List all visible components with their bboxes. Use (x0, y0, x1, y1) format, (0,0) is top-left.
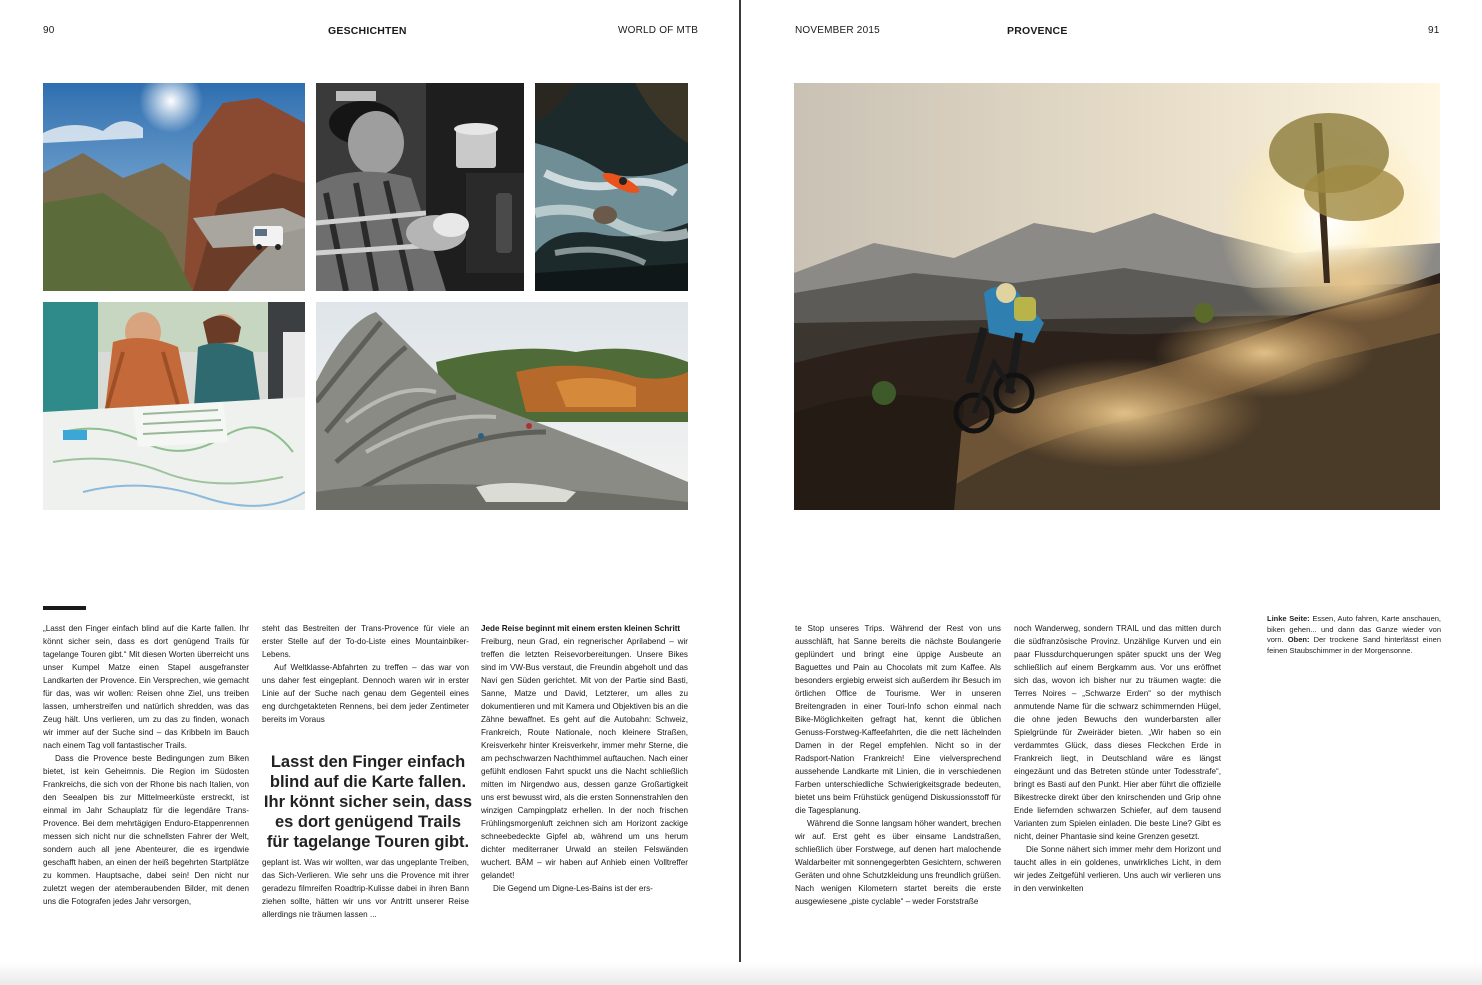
paragraph: geplant ist. Was wir wollten, war das ungeplante Treiben, das Sich-Verlieren. Wie sehr uns die Provence mit ihrer geradezu filmreifen Roadtrip-Kulisse dabei in ihren Bann ziehen sollte, hätten wir uns vor Antritt unserer Reise allerdings nie träumen lassen ... (262, 858, 469, 919)
caption-text: Der trockene Sand hinterlässt einen feinen Staubschimmer in der Morgensonne. (1267, 635, 1441, 655)
page-shadow (0, 962, 1482, 985)
paragraph: Die Gegend um Digne-Les-Bains ist der ers- (493, 884, 653, 893)
text-column-4 (795, 622, 1001, 908)
photo-hero-biker-dust (794, 83, 1440, 510)
paragraph: „Lasst den Finger einfach blind auf die Karte fallen. Ihr könnt sicher sein, dass es dort genügend Trails für tagelange Touren gibt.“ Mit diesen Worten überreicht uns unser Kumpel Matze einen Stapel ausgefranster Landkarten der Provence. Ein Versprechen, wie gemacht für das, was wir wollen: Reisen ohne Ziel, uns treiben lassen, umherstreifen und natürlich shredden, was das Zeug hält. Uns verlieren, um zu das zu finden, wonach wir immer auf der Suche sind – das Kribbeln im Bauch nach einem Tag voll fantastischer Trails. (43, 624, 249, 750)
text-column-5 (1014, 622, 1221, 895)
text-column-1 (43, 622, 249, 908)
paragraph: Dass die Provence beste Bedingungen zum Biken bietet, ist kein Geheimnis. Die Region im Südosten Frankreichs, die sich von der Rhone bis nach Italien, von den Seealpen bis zur Mittelmeerküste erstreckt, ist einmal im Jahr Schauplatz für die legendäre Trans-Provence. Bei dem mehrtägigen Enduro-Etappenrennen messen sich nicht nur die schnellsten Fahrer der Welt, sondern auch all jene Abenteurer, die es irgendwie geschafft haben, an einen der heiß begehrten Startplätze zu kommen. Hauptsache, dabei sein! Den nicht nur zuletzt wegen der atemberaubenden Bilder, mit denen uns die Fotografen jedes Jahr versorgen, (43, 754, 249, 906)
text-column-2 (262, 622, 469, 726)
photo-caption (1267, 614, 1441, 656)
paragraph: Freiburg, neun Grad, ein regnerischer Aprilabend – wir treffen die letzten Reisevorbereitungen. Unsere Bikes sind im VW-Bus verstaut, die Freundin abgeholt und das Navi gen Süden gerichtet. Mit von der Partie sind Basti, Sanne, Matze und David, Letzterer, um alles zu dokumentieren und mit Kamera und Objektiven bis an die Zähne bewaffnet. Es geht auf die Autobahn: Schweiz, Frankreich, Route Nationale, noch kleinere Straßen, Kreisverkehr hinter Kreisverkehr, immer mehr Sterne, die am pechschwarzen Nachthimmel auftauchen. Nach einer gefühlt endlosen Fahrt spuckt uns die Nacht schließlich mitten im Nirgendwo aus, dessen ganze Großartigkeit uns erst bewusst wird, als die ersten Sonnenstrahlen den winzigen Campingplatz erhellen. In der noch frischen Frühlingsmorgenluft zeichnen sich am Horizont zackige schneebedeckte Gipfel ab, während um uns herum dichter mediterraner Urwald an steilen Felswänden wuchert. BÄM – wir haben auf Anhieb einen Volltreffer gelandet! (481, 637, 688, 880)
text-column-3 (481, 622, 688, 895)
paragraph: steht das Bestreiten der Trans-Provence für viele an erster Stelle auf der To-do-Liste eines Mountainbiker-Lebens. (262, 624, 469, 659)
left-page-number: 90 (43, 25, 55, 36)
paragraph: noch Wanderweg, sondern TRAIL und das mitten durch die südfranzösische Provinz. Unzählige Kurven und ein paar Flussdurchquerungen später spuckt uns der Weg schließlich auf einem Bergkamm aus. Vor uns eröffnet sich das, wovon ich bisher nur zu träumen wagte: die Terres Noires – „Schwarze Erden“ so der mythisch anmutende Name für die schwarz schimmernden Hügel, die ohne jeden Bewuchs den wunderbarsten aller Spielgründe für Zweiräder bieten. „Wir haben so ein verdammtes Glück, dass dieses Fleckchen Erde in Frankreich liegt, in Deutschland wäre es längst eingezäunt und das Betreten stünde unter Todesstrafe“, bringt es Basti auf den Punkt. Hier aber führt die offizielle Bikestrecke direkt über den knirschenden und Grip ohne Ende liefernden schwarzen Schiefer, auf dem tausend Varianten zum Spielen einladen. Die beste Line? Gibt es nicht, deiner Phantasie sind keine Grenzen gesetzt. (1014, 624, 1221, 841)
right-page-number: 91 (1428, 25, 1440, 36)
left-section-title: GESCHICHTEN (328, 25, 407, 37)
photo-cooking-bw (316, 83, 524, 291)
magazine-title: WORLD OF MTB (618, 25, 699, 36)
caption-text: Essen, Auto fahren, Karte anschauen, biken gehen... und dann das Ganze wieder von vorn. (1267, 614, 1441, 644)
paragraph: te Stop unseres Trips. Während der Rest von uns ausschläft, hat Sanne bereits die nächste Boulangerie geplündert und bringt eine üppige Ausbeute an Baguettes und Pain au Chocolats mit zum Kaffee. Als besonders ergiebig erweist sich außerdem ihr Besuch im örtlichen Office de Tourisme. Wer in unseren Breitengraden in einer Touri-Info schon einmal nach Bike-Möglichkeiten gefragt hat, kennt die üblichen Genuss-Forstweg-Kaffeefahrten, die die nett lächelnden Damen in der Regel empfehlen. Nicht so in der Radsport-Nation Frankreich! Eine vielversprechend aussehende Landkarte mit Linien, die in verschiedenen Farben unterschiedliche Schwierigkeitsgrade bedeuten, bietet uns beim Frühstück genügend Diskussionsstoff für die Tagesplanung. (795, 624, 1001, 815)
right-section-title: PROVENCE (1007, 25, 1068, 37)
text-column-2-continued (262, 856, 469, 921)
photo-map-study (43, 302, 305, 510)
page-gutter (739, 0, 741, 985)
photo-slate-bikers (316, 302, 688, 510)
issue-date: NOVEMBER 2015 (795, 25, 880, 36)
subheading: Jede Reise beginnt mit einem ersten kleinen Schritt (481, 624, 681, 633)
paragraph: Die Sonne nähert sich immer mehr dem Horizont und taucht alles in ein goldenes, unwirkliches Licht, in dem wir jedes Zeitgefühl verlieren. Uns auch wir verlieren uns in den verwinkelten (1014, 845, 1221, 893)
paragraph: Auf Weltklasse-Abfahrten zu treffen – das war von uns daher fest eingeplant. Dennoch waren wir in erster Linie auf der Suche nach genau dem Gegenteil eines eng durchgetakteten Rennens, bei dem jeder Zentimeter bereits im Voraus (262, 663, 469, 724)
caption-label: Oben: (1287, 635, 1314, 644)
section-rule (43, 606, 86, 610)
pull-quote: Lasst den Finger einfach blind auf die Karte fallen. Ihr könnt sicher sein, dass es dort genügend Trails für tagelange Touren gibt. (263, 753, 473, 851)
paragraph: Während die Sonne langsam höher wandert, brechen wir auf. Erst geht es über einsame Landstraßen, schließlich über Forstwege, auf denen hart malochende Waldarbeiter mit sonnengegerbten Gesichtern, schweren Geräten und ohne Schutzkleidung uns freundlich grüßen. Nach wenigen Kilometern startet bereits die erste ausgewiesene „piste cyclable“ – weder Forststraße (795, 819, 1001, 906)
photo-mountain-road (43, 83, 305, 291)
caption-label: Linke Seite: (1267, 614, 1313, 623)
photo-kayak (535, 83, 688, 291)
